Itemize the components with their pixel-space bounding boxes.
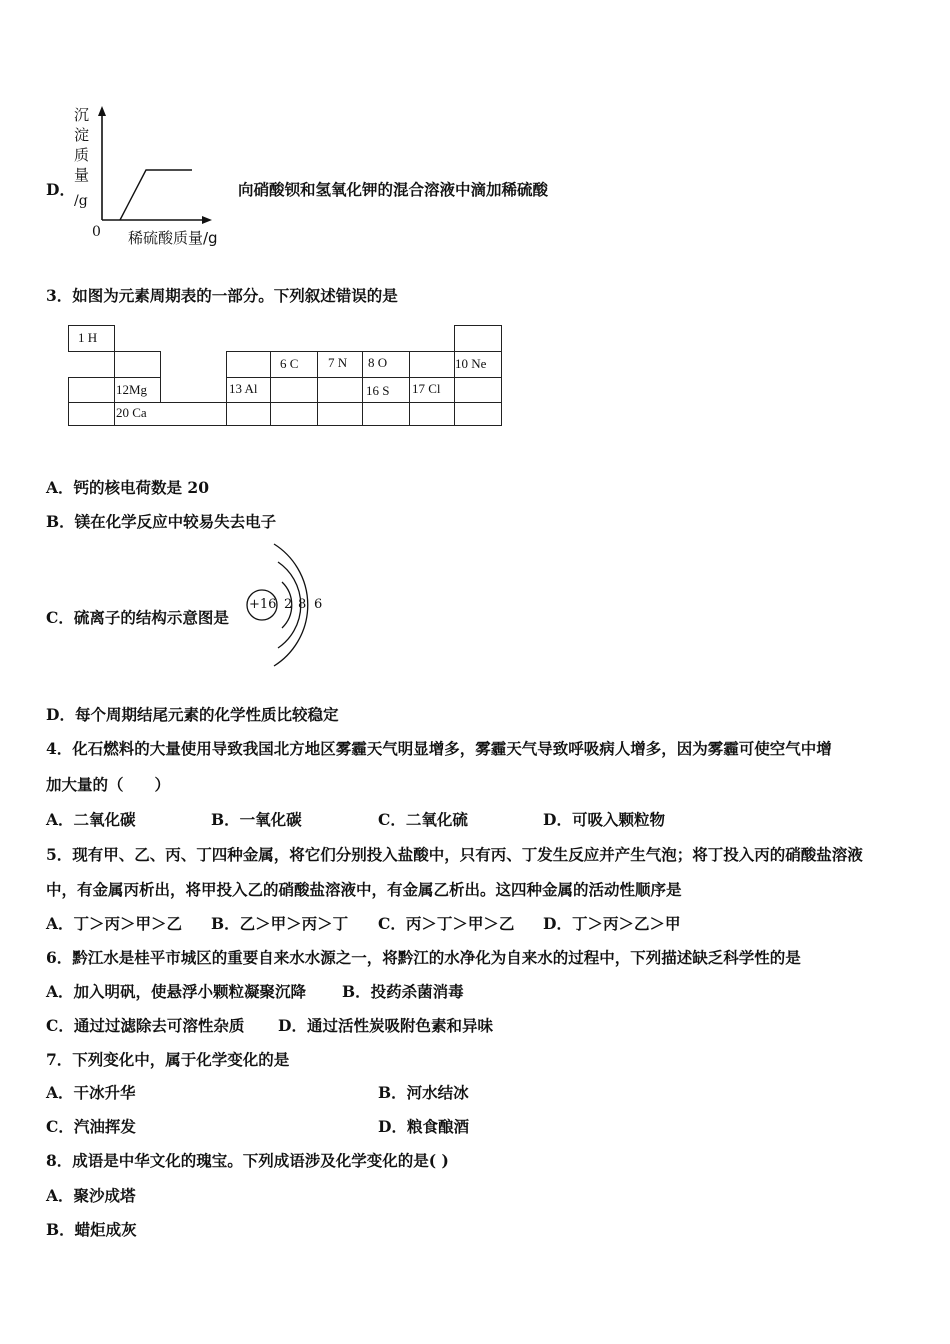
q3-option-d[interactable]: D．每个周期结尾元素的化学性质比较稳定 xyxy=(46,705,339,724)
q3-option-a[interactable]: A．钙的核电荷数是 20 xyxy=(46,478,209,497)
pt-cell-empty xyxy=(362,402,410,426)
q6-stem: 6．黔江水是桂平市城区的重要自来水水源之一，将黔江的水净化为自来水的过程中，下列描述缺乏科学性的是 xyxy=(46,948,801,967)
q7-option-a[interactable]: A．干冰升华 xyxy=(46,1083,136,1102)
pt-n: 7 N xyxy=(328,355,348,370)
pt-cell-empty xyxy=(270,377,318,403)
q7-option-b[interactable]: B．河水结冰 xyxy=(378,1083,469,1102)
pt-cell-empty xyxy=(454,325,502,352)
pt-s: 16 S xyxy=(366,383,390,398)
pt-cell-empty xyxy=(68,377,115,403)
shell-electrons-1: 2 xyxy=(284,597,293,612)
y-axis-char: 质 xyxy=(74,146,90,164)
pt-cl: 17 Cl xyxy=(412,381,441,396)
pt-cell-empty xyxy=(317,377,363,403)
y-axis-char: 淀 xyxy=(74,126,90,144)
pt-mg: 12Mg xyxy=(116,382,148,397)
q4-stem-line1: 4．化石燃料的大量使用导致我国北方地区雾霾天气明显增多，雾霾天气导致呼吸病人增多，因为雾霾可使空气中增 xyxy=(46,739,832,758)
pt-cell-empty xyxy=(454,377,502,403)
pt-cell-empty xyxy=(454,402,502,426)
shell-electrons-3: 6 xyxy=(314,597,323,612)
pt-al: 13 Al xyxy=(229,381,258,396)
q4-option-b[interactable]: B．一氧化碳 xyxy=(211,810,302,829)
q3-option-c[interactable]: C．硫离子的结构示意图是 xyxy=(46,608,229,627)
pt-ca: 20 Ca xyxy=(116,405,147,420)
q5-stem-line1: 5．现有甲、乙、丙、丁四种金属，将它们分别投入盐酸中，只有丙、丁发生反应并产生气泡；将丁投入丙的硝酸盐溶液 xyxy=(46,845,863,864)
y-axis-arrow xyxy=(98,106,106,116)
pt-h: 1 H xyxy=(78,330,98,345)
y-axis-label xyxy=(74,104,92,186)
pt-cell-empty xyxy=(317,402,363,426)
q8-stem: 8．成语是中华文化的瑰宝。下列成语涉及化学变化的是( ) xyxy=(46,1151,449,1170)
q8-option-a[interactable]: A．聚沙成塔 xyxy=(46,1186,136,1205)
q3-option-b[interactable]: B．镁在化学反应中较易失去电子 xyxy=(46,512,277,531)
pt-cell-empty xyxy=(226,351,271,378)
q7-option-c[interactable]: C．汽油挥发 xyxy=(46,1117,136,1136)
q6-option-c[interactable]: C．通过过滤除去可溶性杂质 xyxy=(46,1016,245,1035)
q4-stem-line2: 加大量的（ ） xyxy=(46,775,171,794)
x-axis-label: 稀硫酸质量/g xyxy=(128,229,218,247)
q5-option-c[interactable]: C．丙＞丁＞甲＞乙 xyxy=(378,914,515,933)
pt-cell-empty xyxy=(226,402,271,426)
q6-option-b[interactable]: B．投药杀菌消毒 xyxy=(342,982,464,1001)
y-axis-char: 量 xyxy=(74,166,90,184)
pt-cell-empty xyxy=(114,351,161,378)
pt-ne: 10 Ne xyxy=(455,356,487,371)
pt-gap-line xyxy=(160,402,227,403)
q5-option-a[interactable]: A．丁＞丙＞甲＞乙 xyxy=(46,914,183,933)
y-axis-char: 沉 xyxy=(74,106,90,124)
q7-option-d[interactable]: D．粮食酿酒 xyxy=(378,1117,469,1136)
q6-option-d[interactable]: D．通过活性炭吸附色素和异味 xyxy=(278,1016,493,1035)
pt-c: 6 C xyxy=(280,356,299,371)
pt-cell-empty xyxy=(409,402,455,426)
q7-stem: 7．下列变化中，属于化学变化的是 xyxy=(46,1050,290,1069)
pt-cell-empty xyxy=(270,402,318,426)
nucleus-charge: +16 xyxy=(249,597,277,612)
q4-option-a[interactable]: A．二氧化碳 xyxy=(46,810,136,829)
q5-option-b[interactable]: B．乙＞甲＞丙＞丁 xyxy=(211,914,349,933)
option-d-label: D． xyxy=(46,180,75,199)
precipitate-curve xyxy=(120,170,192,220)
option-d-description: 向硝酸钡和氢氧化钾的混合溶液中滴加稀硫酸 xyxy=(238,180,549,199)
q3-stem: 3．如图为元素周期表的一部分。下列叙述错误的是 xyxy=(46,286,398,305)
q4-option-c[interactable]: C．二氧化硫 xyxy=(378,810,468,829)
shell-electrons-2: 8 xyxy=(298,597,307,612)
q5-option-d[interactable]: D．丁＞丙＞乙＞甲 xyxy=(543,914,681,933)
origin-label: 0 xyxy=(92,224,101,240)
pt-cell-empty xyxy=(68,402,115,426)
pt-o: 8 O xyxy=(368,355,388,370)
q6-option-a[interactable]: A．加入明矾，使悬浮小颗粒凝聚沉降 xyxy=(46,982,307,1001)
y-axis-unit: /g xyxy=(74,193,88,209)
q8-option-b[interactable]: B．蜡炬成灰 xyxy=(46,1220,137,1239)
pt-cell-empty xyxy=(409,351,455,378)
q4-option-d[interactable]: D．可吸入颗粒物 xyxy=(543,810,665,829)
q5-stem-line2: 中，有金属丙析出，将甲投入乙的硝酸盐溶液中，有金属乙析出。这四种金属的活动性顺序是 xyxy=(46,880,682,899)
x-axis-arrow xyxy=(202,216,212,224)
